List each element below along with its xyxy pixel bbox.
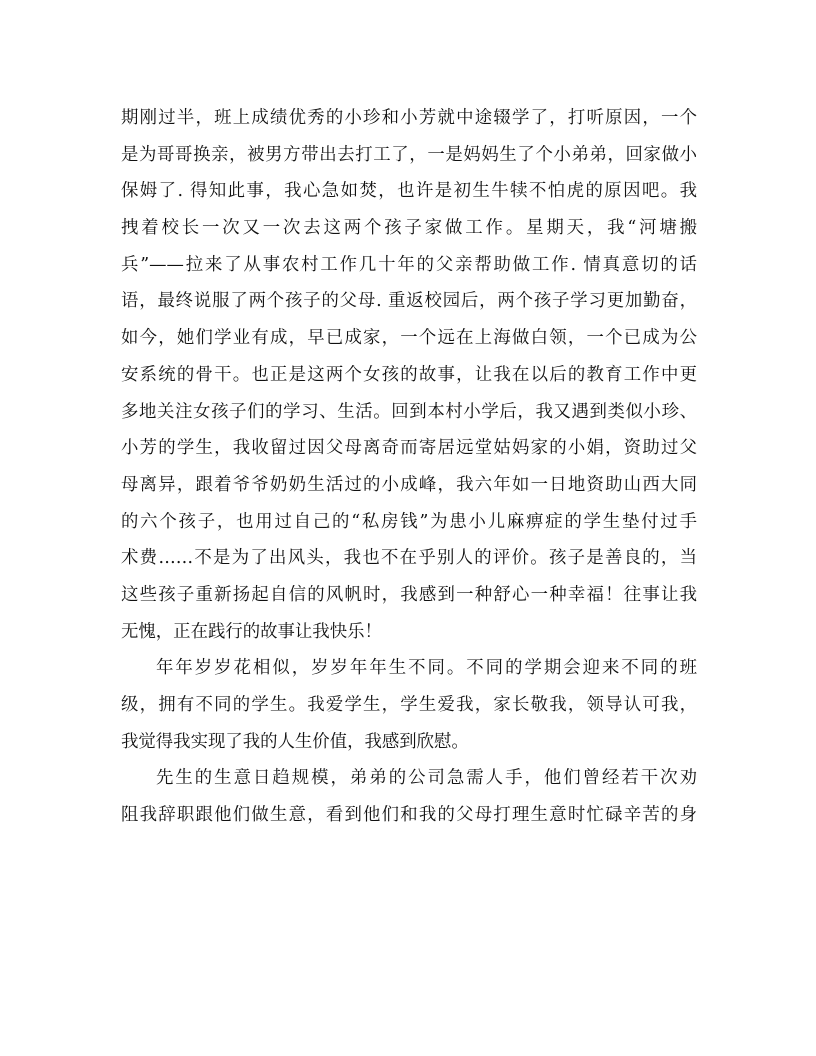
paragraph-end-line: 无愧，正在践行的故事让我快乐！ — [121, 621, 382, 642]
document-body — [121, 100, 697, 834]
text-line: 保姆了. 得知此事，我心急如焚，也许是初生牛犊不怕虎的原因吧。我 — [121, 181, 697, 202]
paragraph-end-line: 我觉得我实现了我的人生价值，我感到欣慰。 — [121, 731, 469, 752]
text-line: 拽着校长一次又一次去这两个孩子家做工作。星期天，我“河塘搬 — [121, 218, 697, 239]
text-line: 母离异，跟着爷爷奶奶生活过的小成峰，我六年如一日地资助山西大同 — [121, 474, 697, 495]
text-line: 这些孩子重新扬起自信的风帆时，我感到一种舒心一种幸福！往事让我 — [121, 584, 697, 605]
paragraph-start-line: 年年岁岁花相似，岁岁年年生不同。不同的学期会迎来不同的班 — [156, 658, 697, 679]
text-line: 的六个孩子，也用过自己的“私房钱”为患小儿麻痹症的学生垫付过手 — [121, 511, 697, 532]
text-line: 术费……不是为了出风头，我也不在乎别人的评价。孩子是善良的，当 — [121, 548, 697, 569]
text-line: 是为哥哥换亲，被男方带出去打工了，一是妈妈生了个小弟弟，回家做小 — [121, 144, 697, 165]
text-line: 小芳的学生，我收留过因父母离奇而寄居远堂姑妈家的小娟，资助过父 — [121, 438, 697, 459]
text-line: 多地关注女孩子们的学习、生活。回到本村小学后，我又遇到类似小珍、 — [121, 401, 697, 422]
paragraph-start-line: 先生的生意日趋规模，弟弟的公司急需人手，他们曾经若干次劝 — [156, 768, 697, 789]
text-line: 级，拥有不同的学生。我爱学生，学生爱我，家长敬我，领导认可我， — [121, 695, 697, 715]
text-line: 阻我辞职跟他们做生意，看到他们和我的父母打理生意时忙碌辛苦的身 — [121, 805, 697, 826]
text-line: 语，最终说服了两个孩子的父母. 重返校园后，两个孩子学习更加勤奋， — [121, 291, 697, 312]
text-line: 期刚过半，班上成绩优秀的小珍和小芳就中途辍学了，打听原因，一个 — [121, 108, 697, 128]
text-line: 如今，她们学业有成，早已成家，一个远在上海做白领，一个已成为公 — [121, 328, 697, 349]
text-line: 安系统的骨干。也正是这两个女孩的故事，让我在以后的教育工作中更 — [121, 364, 697, 385]
text-line: 兵”——拉来了从事农村工作几十年的父亲帮助做工作. 情真意切的话 — [121, 254, 697, 275]
